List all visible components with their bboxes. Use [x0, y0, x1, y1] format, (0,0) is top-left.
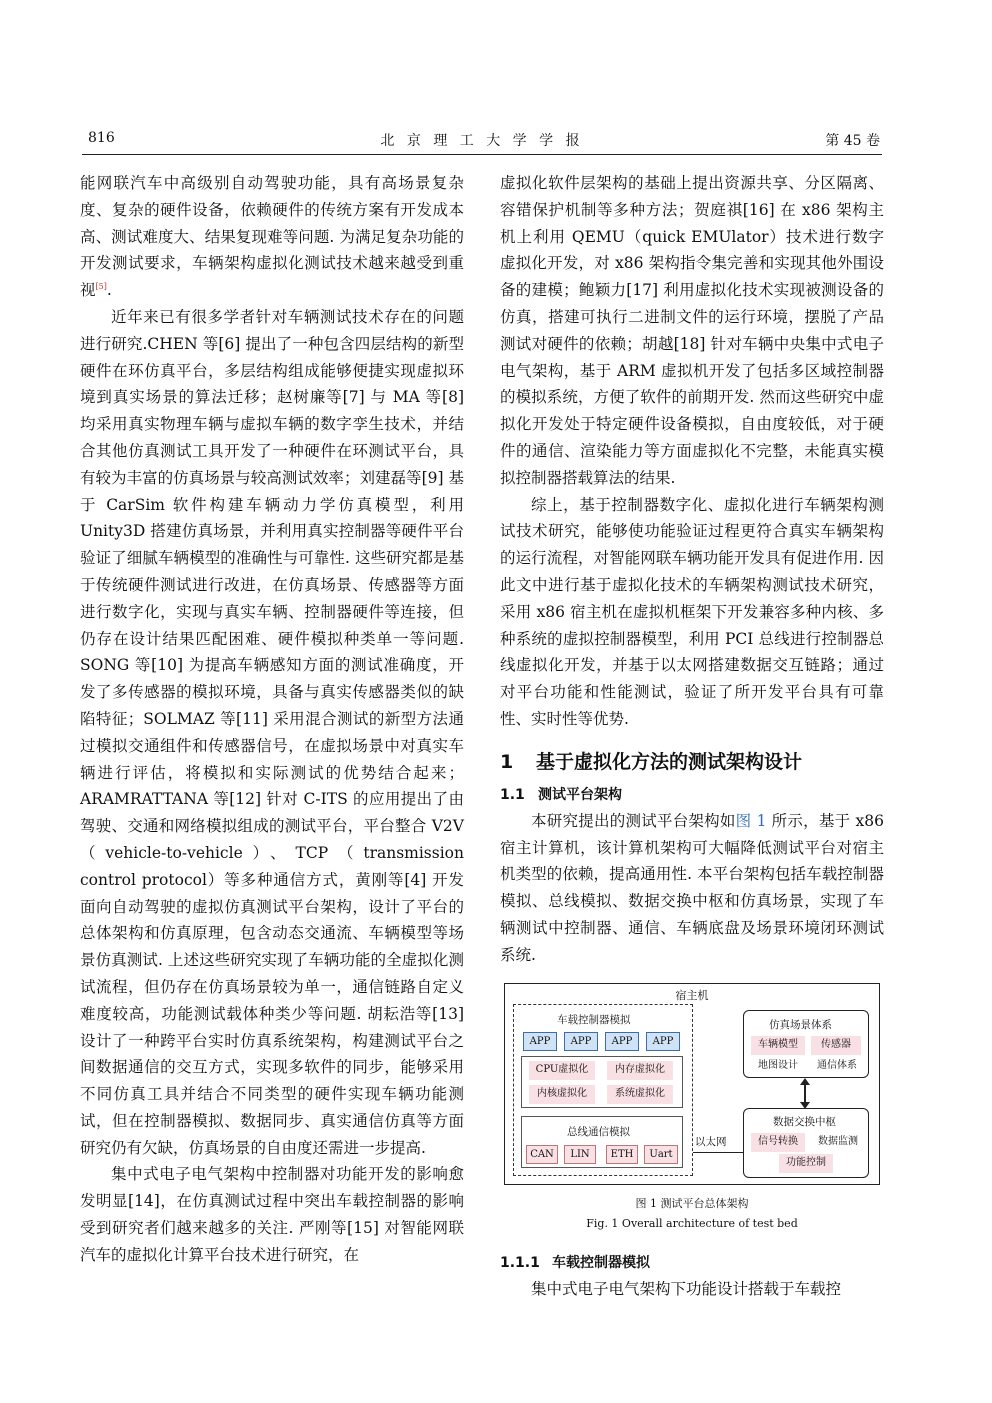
mem-virt-box: 内存虚拟化: [607, 1061, 673, 1080]
cpu-virt-box: CPU虚拟化: [529, 1061, 595, 1080]
app-box: APP: [523, 1032, 557, 1051]
section-heading: 1 基于虚拟化方法的测试架构设计: [500, 750, 803, 773]
host-label: 宿主机: [675, 988, 709, 1002]
paragraph: 近年来已有很多学者针对车辆测试技术存在的问题进行研究.CHEN 等[6] 提出了一种包含四层结构的新型硬件在环仿真平台，多层结构组成能够便捷实现虚拟环境到真实场景的算法迁移；赵树廉等[7] 与 MA 等[8] 均采用真实物理车辆与虚拟车辆的数字孪生技术，并结合其他仿真测试工具开发了一种硬件在环测试平台，具有较为丰富的仿真场景与较高测试效率；刘建磊等[9] 基于 CarSim 软件构建车辆动力学仿真模型，利用 Unity3D 搭建仿真场景，并利用真实控制器等硬件平台验证了细腻车辆模型的准确性与可靠性. 这些研究都是基于传统硬件测试进行改进，在仿真场景、传感器等方面进行数字化，实现与真实车辆、控制器硬件等连接，但仍存在设计结果匹配困难、硬件模拟种类单一等问题. SONG 等[10] 为提高车辆感知方面的测试准确度，开发了多传感器的模拟环境，具备与真实传感器类似的缺陷特征；SOLMAZ 等[11] 采用混合测试的新型方法通过模拟交通组件和传感器信号，在虚拟场景中对真实车辆进行评估，将模拟和实际测试的优势结合起来；ARAMRATTANA 等[12] 针对 C-ITS 的应用提出了由驾驶、交通和网络模拟组成的测试平台，平台整合 V2V（vehicle-to-vehicle）、TCP（transmission control protocol）等多种通信方式，黄刚等[4] 开发面向自动驾驶的虚拟仿真测试平台架构，设计了平台的总体架构和仿真原理，包含动态交通流、车辆模型等场景仿真测试. 上述这些研究实现了车辆功能的全虚拟化测试流程，但仍存在仿真场景较为单一，通信链路自定义难度较高，功能测试载体种类少等问题. 胡耘浩等[13] 设计了一种跨平台实时仿真系统架构，构建测试平台之间数据通信的交互方式，实现多软件的同步，能够采用不同仿真工具并结合不同类型的硬件实现车辆功能测试，但在控制器模拟、数据同步、真实通信仿真等方面研究仍有欠缺，仿真场景的自由度还需进一步提高.: [80, 307, 464, 1157]
ecu-sim-title: 车载控制器模拟: [557, 1013, 631, 1026]
vehicle-model-box: 车辆模型: [751, 1036, 805, 1055]
paragraph: 综上，基于控制器数字化、虚拟化进行车辆架构测试技术研究，能够使功能验证过程更符合真实车辆架构的运行流程，对智能网联车辆功能开发具有促进作用. 因此文中进行基于虚拟化技术的车辆架构测试技术研究，采用 x86 宿主机在虚拟机框架下开发兼容多种内核、多种系统的虚拟控制器模型，利用 PCI 总线进行控制器总线虚拟化开发，并基于以太网搭建数据交互链路；通过对平台功能和性能测试，验证了所开发平台具有可靠性、实时性等优势.: [500, 495, 884, 728]
page-number: 816: [88, 130, 115, 146]
citation[interactable]: [5]: [95, 282, 107, 292]
sensor-box: 传感器: [811, 1036, 861, 1055]
system-virt-box: 系统虚拟化: [607, 1085, 673, 1104]
journal-name: 北 京 理 工 大 学 学 报: [380, 133, 584, 149]
subsection-heading: 1.1 测试平台架构: [500, 786, 622, 803]
figure-link[interactable]: 图 1: [735, 811, 767, 830]
paragraph: 能网联汽车中高级别自动驾驶功能，具有高场景复杂度、复杂的硬件设备，依赖硬件的传统方案有开发成本高、测试难度大、结果复现难等问题. 为满足复杂功能的开发测试要求，车辆架构虚拟化测试技术越来越受到重视[5].: [80, 174, 464, 300]
data-hub-title: 数据交换中枢: [773, 1115, 836, 1128]
comm-system-box: 通信体系: [817, 1059, 857, 1071]
figure-caption-cn: 图 1 测试平台总体架构: [635, 1196, 749, 1210]
scene-system-title: 仿真场景体系: [769, 1018, 832, 1031]
ethernet-link-line: [693, 1152, 743, 1154]
can-box: CAN: [526, 1145, 558, 1164]
lin-box: LIN: [564, 1145, 596, 1164]
paragraph: 集中式电子电气架构中控制器对功能开发的影响愈发明显[14]，在仿真测试过程中突出车载控制器的影响受到研究者们越来越多的关注. 严刚等[15] 对智能网联汽车的虚拟化计算平台技术进行研究，在: [80, 1165, 464, 1264]
kernel-virt-box: 内核虚拟化: [529, 1085, 595, 1104]
left-column: [80, 170, 464, 1269]
app-box: APP: [646, 1032, 680, 1051]
bus-sim-title: 总线通信模拟: [567, 1125, 630, 1138]
paragraph: 虚拟化软件层架构的基础上提出资源共享、分区隔离、容错保护机制等多种方法；贺庭祺[16] 在 x86 架构主机上利用 QEMU（quick EMUlator）技术进行数字虚拟化开发，对 x86 架构指令集完善和实现其他外围设备的建模；鲍颖力[17] 利用虚拟化技术实现被测设备的仿真，搭建可执行二进制文件的运行环境，摆脱了产品测试对硬件的依赖；胡越[18] 针对车辆中央集中式电子电气架构，基于 ARM 虚拟机开发了包括多区域控制器的模拟系统，方便了软件的前期开发. 然而这些研究中虚拟化开发处于特定硬件设备模拟，自由度较低，对于硬件的通信、渲染能力等方面虚拟化不完整，未能真实模拟控制器搭载算法的结果.: [500, 174, 884, 487]
paragraph: 集中式电子电气架构下功能设计搭载于车载控: [531, 1279, 842, 1298]
ethernet-label: 以太网: [695, 1135, 727, 1148]
app-box: APP: [605, 1032, 639, 1051]
eth-box: ETH: [606, 1145, 638, 1164]
arrow-up-icon: [800, 1078, 810, 1085]
signal-convert-box: 信号转换: [751, 1133, 805, 1152]
function-control-box: 功能控制: [779, 1154, 833, 1173]
data-monitor-box: 数据监测: [818, 1135, 858, 1147]
app-box: APP: [564, 1032, 598, 1051]
subsubsection-heading: 1.1.1 车载控制器模拟: [500, 1254, 650, 1271]
map-design-box: 地图设计: [758, 1059, 798, 1071]
paragraph: 本研究提出的测试平台架构如图 1 所示，基于 x86 宿主计算机，该计算机架构可大幅降低测试平台对宿主机类型的依赖，提高通用性. 本平台架构包括车载控制器模拟、总线模拟、数据交换中枢和仿真场景，实现了车辆测试中控制器、通信、车辆底盘及场景环境闭环测试系统.: [500, 811, 884, 964]
figure-caption-en: Fig. 1 Overall architecture of test bed: [586, 1216, 798, 1230]
page-header: [82, 128, 882, 155]
uart-box: Uart: [644, 1145, 678, 1164]
architecture-figure: [504, 983, 880, 1185]
volume-label: 第 45 卷: [825, 133, 880, 149]
right-column: [500, 170, 884, 1302]
